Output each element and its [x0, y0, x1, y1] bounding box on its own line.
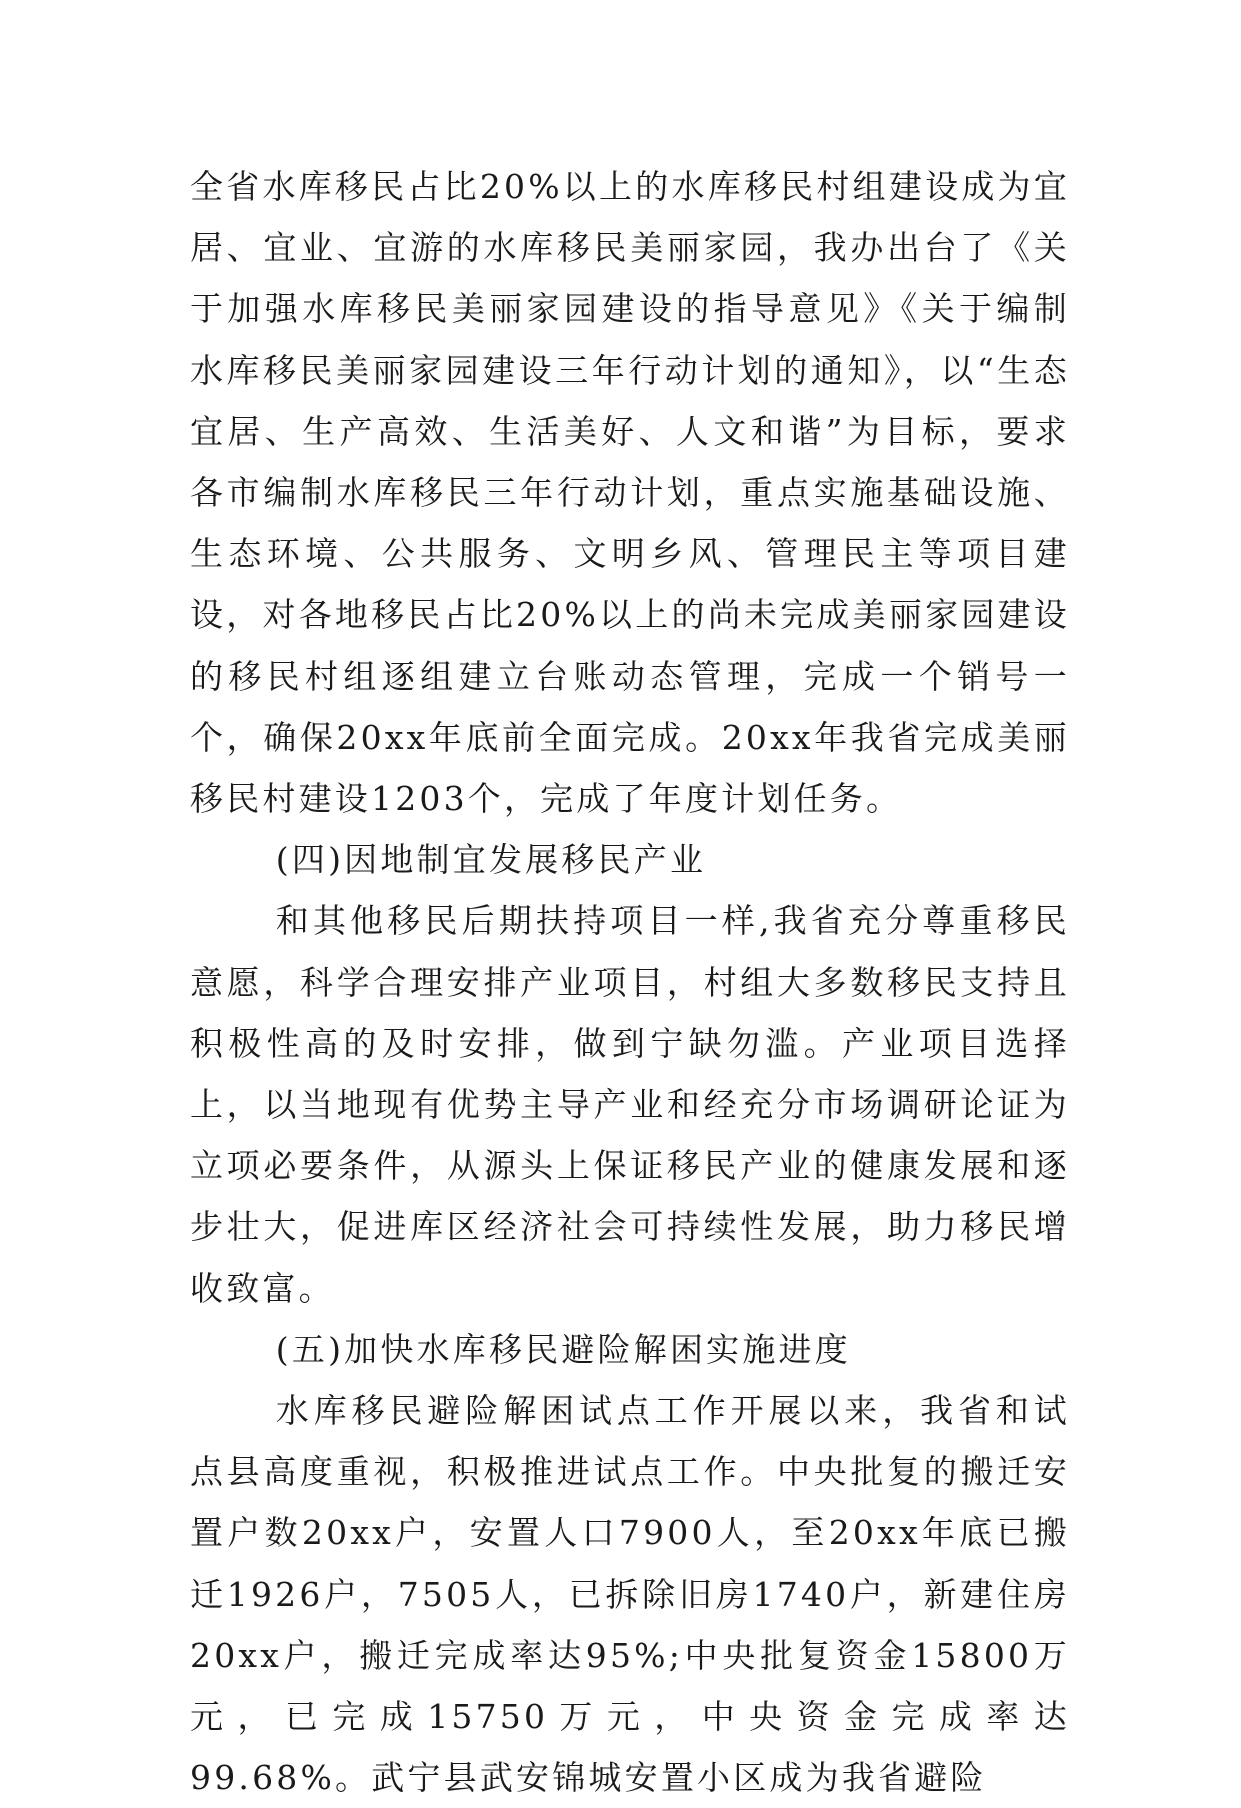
- section-heading-five: (五)加快水库移民避险解困实施进度: [275, 1329, 851, 1369]
- section-heading-four: (四)因地制宜发展移民产业: [275, 840, 707, 880]
- paragraph-risk-relocation: 水库移民避险解困试点工作开展以来，我省和试点县高度重视，积极推进试点工作。中央批复的搬迁安置户数20xx户，安置人口7900人，至20xx年底已搬迁1926户，7505人，已拆除旧房1740户，新建住房20xx户，搬迁完成率达95%;中央批复资金15800万元，已完成15750万元，中央资金完成率达99.68%。武宁县武安锦城安置小区成为我省避险: [190, 1391, 1070, 1798]
- document-body: [190, 156, 1070, 1808]
- paragraph-migrant-industry: 和其他移民后期扶持项目一样,我省充分尊重移民意愿，科学合理安排产业项目，村组大多数移民支持且积极性高的及时安排，做到宁缺勿滥。产业项目选择上，以当地现有优势主导产业和经充分市场调研论证为立项必要条件，从源头上保证移民产业的健康发展和逐步壮大，促进库区经济社会可持续性发展，助力移民增收致富。: [190, 901, 1070, 1308]
- paragraph-beautiful-homes: 全省水库移民占比20%以上的水库移民村组建设成为宜居、宜业、宜游的水库移民美丽家园，我办出台了《关于加强水库移民美丽家园建设的指导意见》《关于编制水库移民美丽家园建设三年行动计划的通知》，以“生态宜居、生产高效、生活美好、人文和谐”为目标，要求各市编制水库移民三年行动计划，重点实施基础设施、生态环境、公共服务、文明乡风、管理民主等项目建设，对各地移民占比20%以上的尚未完成美丽家园建设的移民村组逐组建立台账动态管理，完成一个销号一个，确保20xx年底前全面完成。20xx年我省完成美丽移民村建设1203个，完成了年度计划任务。: [190, 167, 1070, 819]
